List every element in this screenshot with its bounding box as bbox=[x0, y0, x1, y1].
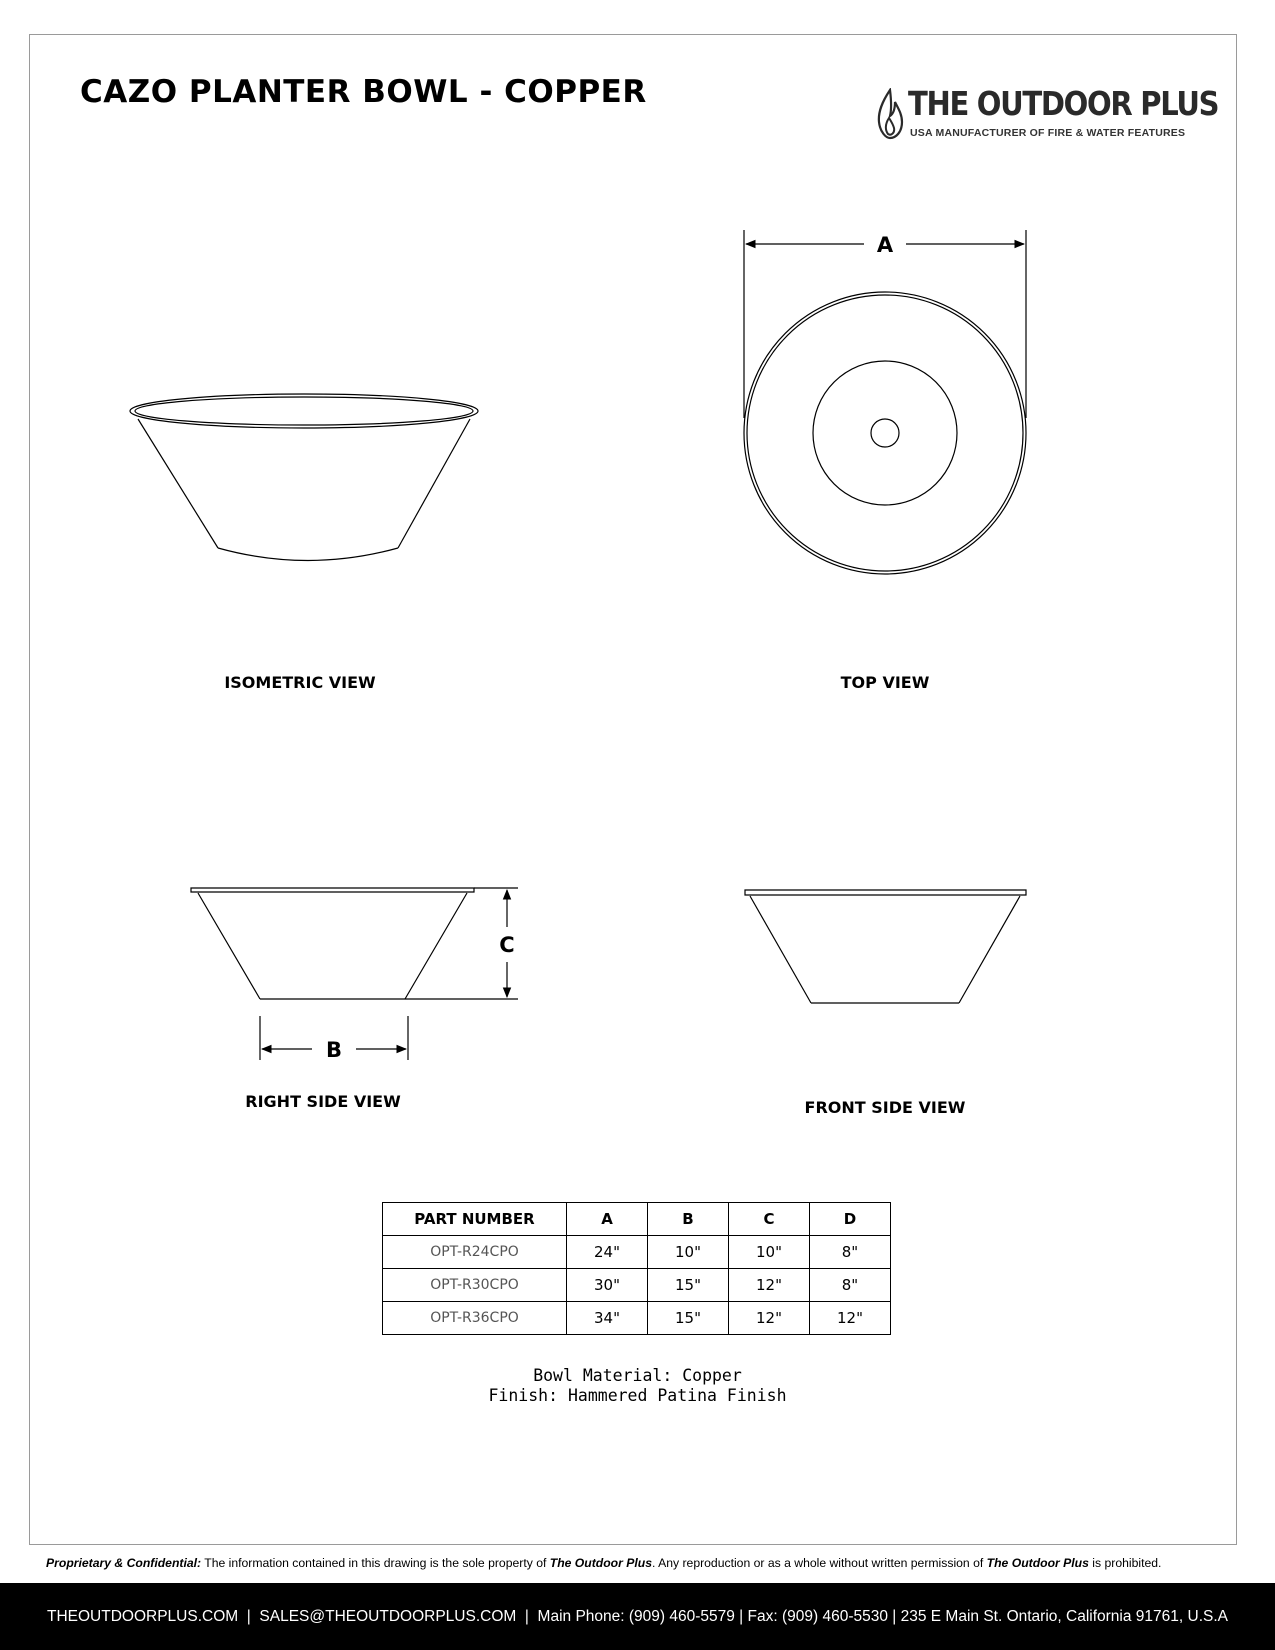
table-cell: 12" bbox=[729, 1269, 810, 1302]
table-cell: 10" bbox=[648, 1236, 729, 1269]
part-number-cell: OPT-R30CPO bbox=[383, 1269, 567, 1302]
table-header-row bbox=[383, 1203, 891, 1236]
table-row bbox=[383, 1236, 891, 1269]
table-header-cell: A bbox=[567, 1203, 648, 1236]
right-side-view-label: RIGHT SIDE VIEW bbox=[245, 1092, 401, 1111]
dimensions-table bbox=[382, 1202, 891, 1335]
table-header-cell: C bbox=[729, 1203, 810, 1236]
table-cell: 15" bbox=[648, 1302, 729, 1335]
table-cell: 8" bbox=[810, 1236, 891, 1269]
part-number-cell: OPT-R24CPO bbox=[383, 1236, 567, 1269]
table-row bbox=[383, 1269, 891, 1302]
legal-text-3: is prohibited. bbox=[1088, 1556, 1162, 1570]
table-cell: 12" bbox=[810, 1302, 891, 1335]
logo-brand-name: THE OUTDOOR PLUS bbox=[908, 84, 1219, 123]
legal-text-2: . Any reproduction or as a whole without written permission of bbox=[652, 1556, 987, 1570]
top-view-label: TOP VIEW bbox=[840, 673, 930, 692]
dimension-label-b: B bbox=[325, 1038, 343, 1062]
table-header-cell: B bbox=[648, 1203, 729, 1236]
front-side-view-drawing bbox=[745, 890, 1026, 1003]
table-row bbox=[383, 1302, 891, 1335]
table-cell: 24" bbox=[567, 1236, 648, 1269]
logo-tagline: USA MANUFACTURER OF FIRE & WATER FEATURES bbox=[910, 127, 1186, 139]
page-title: CAZO PLANTER BOWL - COPPER bbox=[80, 74, 647, 110]
table-cell: 8" bbox=[810, 1269, 891, 1302]
finish-note: Finish: Hammered Patina Finish bbox=[488, 1386, 787, 1405]
top-view-drawing bbox=[744, 230, 1026, 574]
dimension-label-a: A bbox=[876, 233, 894, 257]
bowl-material-note: Bowl Material: Copper bbox=[533, 1366, 742, 1385]
company-name: The Outdoor Plus bbox=[549, 1556, 652, 1570]
isometric-view-drawing bbox=[130, 394, 478, 561]
table-cell: 12" bbox=[729, 1302, 810, 1335]
table-header-cell: D bbox=[810, 1203, 891, 1236]
table-cell: 30" bbox=[567, 1269, 648, 1302]
table-cell: 34" bbox=[567, 1302, 648, 1335]
front-side-view-label: FRONT SIDE VIEW bbox=[804, 1098, 966, 1117]
legal-text-1: The information contained in this drawing is the sole property of bbox=[201, 1556, 550, 1570]
footer-contact-text: THEOUTDOORPLUS.COM | SALES@THEOUTDOORPLUS.COM | Main Phone: (909) 460-5579 | Fax: (909) 460-5530 | 235 E Main St. Ontario, California 91761, U.S.A bbox=[46, 1607, 1228, 1625]
table-header-cell: PART NUMBER bbox=[383, 1203, 567, 1236]
right-side-view-drawing bbox=[191, 888, 518, 1060]
table-cell: 10" bbox=[729, 1236, 810, 1269]
isometric-view-label: ISOMETRIC VIEW bbox=[224, 673, 376, 692]
confidentiality-notice bbox=[46, 1556, 1161, 1570]
dimension-label-c: C bbox=[499, 933, 515, 957]
contact-footer bbox=[0, 1583, 1275, 1650]
material-notes bbox=[0, 1366, 1275, 1406]
company-name: The Outdoor Plus bbox=[986, 1556, 1089, 1570]
table-cell: 15" bbox=[648, 1269, 729, 1302]
part-number-cell: OPT-R36CPO bbox=[383, 1302, 567, 1335]
confidential-label: Proprietary & Confidential: bbox=[46, 1556, 202, 1570]
